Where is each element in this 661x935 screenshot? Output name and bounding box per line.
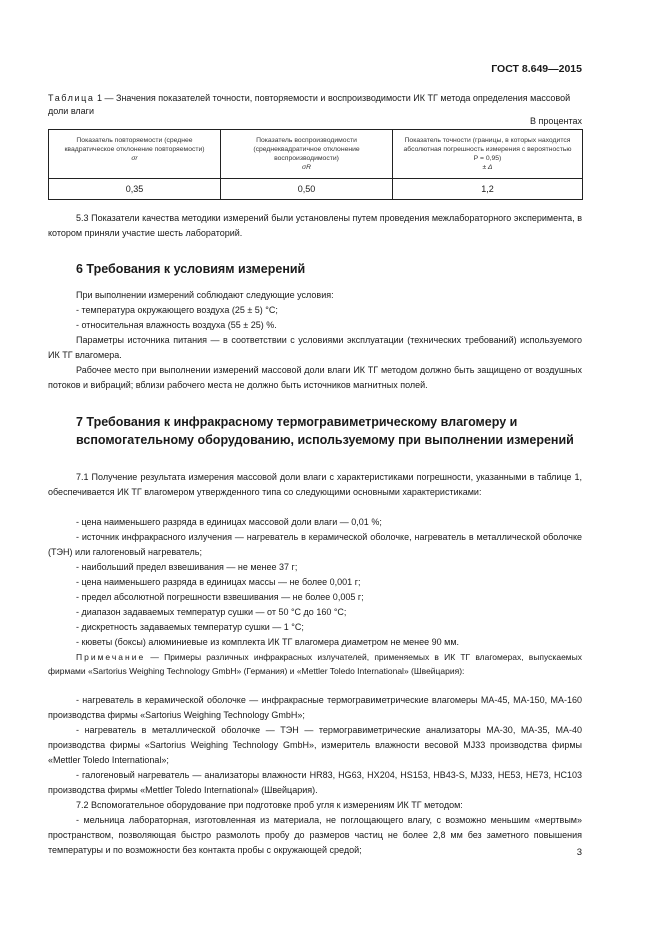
example-item: - нагреватель в металлической оболочке — ТЭН — термогравиметрические анализаторы МА-30, МА-35, МА-40 производства фирмы «Sartorius Weighing Technology GmbH», измеритель влажности весовой MJ33 производства фирмы «Mettler Toledo International»; bbox=[48, 725, 582, 766]
paragraph-workplace: Рабочее место при выполнении измерений массовой доли влаги ИК ТГ методом должно быть защищено от воздушных потоков и вибраций; вблизи рабочего места не должно быть источников магнитных полей. bbox=[48, 365, 582, 391]
accuracy-table bbox=[48, 129, 583, 200]
header-cell: Показатель точности (границы, в которых находится абсолютная погрешность измерения с вероятностью P = 0,95) ± Δ bbox=[393, 130, 583, 179]
list-item: - дискретность задаваемых температур сушки — 1 °С; bbox=[76, 622, 304, 632]
value-cell: 0,50 bbox=[221, 179, 393, 200]
note-text: — Примеры различных инфракрасных излучателей, применяемых в ИК ТГ влагомерах, выпускаемых фирмами «Sartorius Weighing Technology GmbH» (Германия) и «Mettler Toledo International» (Швейцария): bbox=[48, 652, 582, 676]
list-item: - диапазон задаваемых температур сушки — от 50 °С до 160 °С; bbox=[76, 607, 347, 617]
list-item: - цена наименьшего разряда в единицах массы — не более 0,001 г; bbox=[76, 577, 361, 587]
list-item: - цена наименьшего разряда в единицах массовой доли влаги — 0,01 %; bbox=[76, 517, 382, 527]
list-item: - наибольший предел взвешивания — не менее 37 г; bbox=[76, 562, 298, 572]
table-row bbox=[49, 179, 583, 200]
section-7-title: 7 Требования к инфракрасному термогравиметрическому влагомеру и вспомогательному оборудованию, используемому при выполнении измерений bbox=[76, 415, 574, 447]
table-header-row bbox=[49, 130, 583, 179]
paragraph-7-2: 7.2 Вспомогательное оборудование при подготовке проб угля к измерениям ИК ТГ методом: bbox=[76, 800, 463, 810]
table-caption-label: Таблица bbox=[48, 93, 95, 103]
table-units: В процентах bbox=[530, 116, 582, 126]
header-cell: Показатель повторяемости (среднее квадратическое отклонение повторяемости) σr bbox=[49, 130, 221, 179]
paragraph-7-1: 7.1 Получение результата измерения массовой доли влаги с характеристиками погрешности, указанными в таблице 1, обеспечивается ИК ТГ влагомером утвержденного типа со следующими основными характеристиками: bbox=[48, 472, 582, 498]
note-block bbox=[48, 650, 582, 678]
standard-header: ГОСТ 8.649—2015 bbox=[491, 63, 582, 75]
list-item: - мельница лабораторная, изготовленная из материала, не поглощающего влагу, с возможно меньшим «мертвым» пространством, позволяющая быстро размолоть пробу до размеров частиц не более 2,8 мм без заметного повышения температуры и по возможности без контакта пробы с окружающей средой; bbox=[48, 815, 582, 856]
example-item: - нагреватель в керамической оболочке — инфракрасные термогравиметрические влагомеры МА-45, МА-150, МА-160 производства фирмы «Sartorius Weighing Technology GmbH»; bbox=[48, 695, 582, 721]
paragraph-power: Параметры источника питания — в соответствии с условиями эксплуатации (технических требований) используемого ИК ТГ влагомера. bbox=[48, 335, 582, 361]
table-caption-text: 1 — Значения показателей точности, повторяемости и воспроизводимости ИК ТГ метода определения массовой доли влаги bbox=[48, 93, 571, 116]
list-item: - относительная влажность воздуха (55 ± 25) %. bbox=[76, 320, 277, 330]
section-6-title: 6 Требования к условиям измерений bbox=[76, 262, 306, 276]
note-label: Примечание bbox=[76, 652, 146, 662]
list-item: - предел абсолютной погрешности взвешивания — не более 0,005 г; bbox=[76, 592, 364, 602]
section-6-intro: При выполнении измерений соблюдают следующие условия: bbox=[76, 290, 334, 300]
list-item: - источник инфракрасного излучения — нагреватель в керамической оболочке, нагреватель в металлической оболочке (ТЭН) или галогеновый нагреватель; bbox=[48, 532, 582, 558]
value-cell: 1,2 bbox=[393, 179, 583, 200]
page-number: 3 bbox=[576, 847, 582, 858]
example-item: - галогеновый нагреватель — анализаторы влажности HR83, HG63, HX204, HS153, HB43-S, MJ33, HE53, HE73, HC103 производства фирмы «Mettler Toledo International» (Швейцария). bbox=[48, 770, 582, 796]
header-cell: Показатель воспроизводимости (среднеквадратичное отклонение воспроизводимости) σR bbox=[221, 130, 393, 179]
list-item: - кюветы (боксы) алюминиевые из комплекта ИК ТГ влагомера диаметром не менее 90 мм. bbox=[76, 637, 460, 647]
list-item: - температура окружающего воздуха (25 ± 5) °С; bbox=[76, 305, 278, 315]
table-caption bbox=[48, 92, 582, 117]
value-cell: 0,35 bbox=[49, 179, 221, 200]
paragraph-5-3: 5.3 Показатели качества методики измерений были установлены путем проведения межлабораторного эксперимента, в котором приняли участие шесть лабораторий. bbox=[48, 213, 582, 239]
